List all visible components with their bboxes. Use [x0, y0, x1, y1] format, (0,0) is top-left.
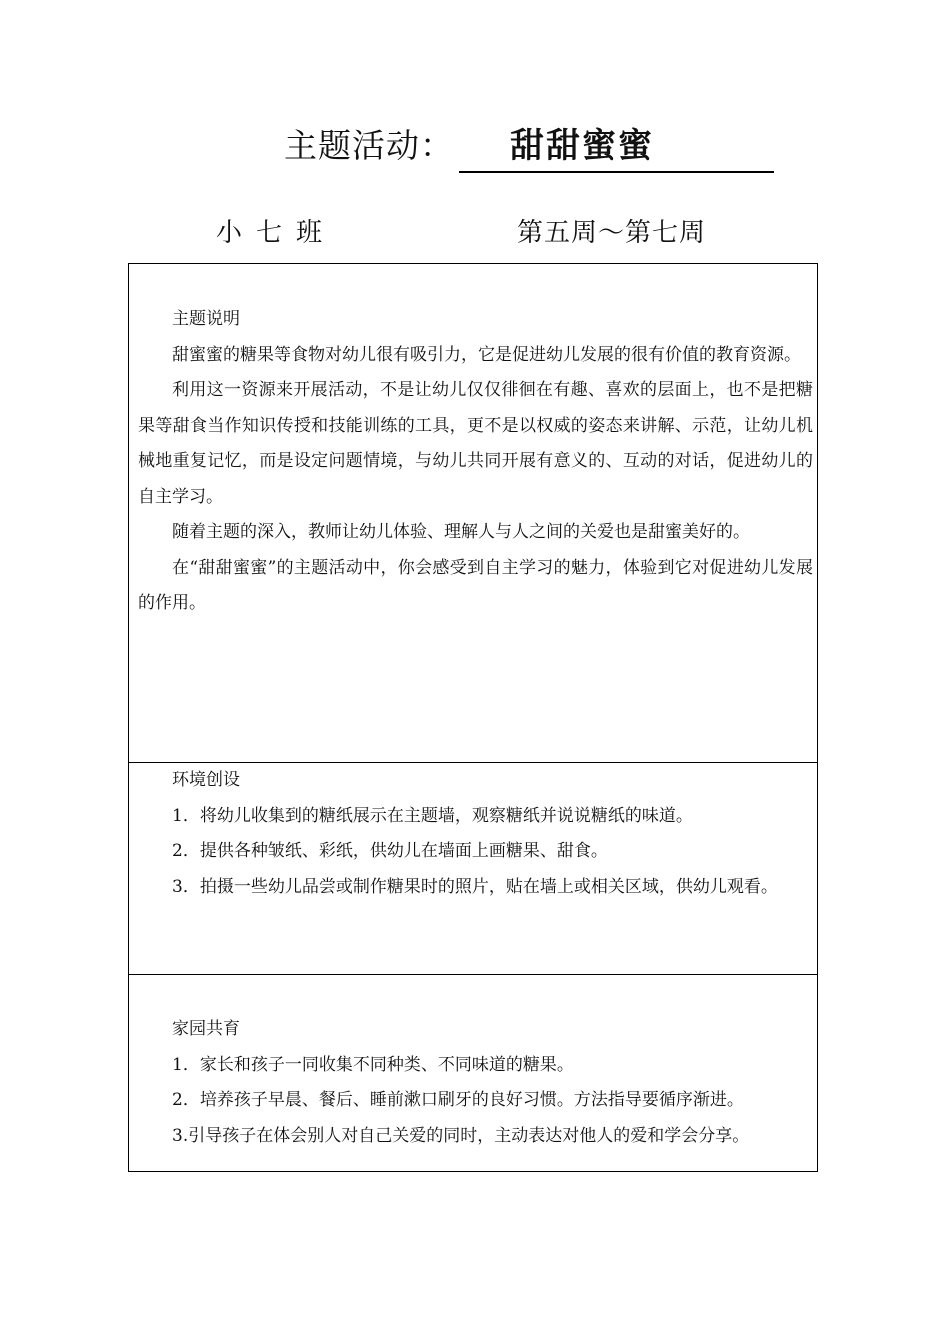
paragraph: 利用这一资源来开展活动，不是让幼儿仅仅徘徊在有趣、喜欢的层面上，也不是把糖果等甜食当作知识传授和技能训练的工具，更不是以权威的姿态来讲解、示范，让幼儿机械地重复记忆，而是设定问题情境，与幼儿共同开展有意义的、互动的对话，促进幼儿的自主学习。: [138, 380, 813, 507]
paragraph: 甜蜜蜜的糖果等食物对幼儿很有吸引力，它是促进幼儿发展的很有价值的教育资源。: [172, 344, 801, 365]
section-heading: 主题说明: [172, 309, 240, 329]
class-name: 小七班: [216, 218, 337, 248]
list-item: 1．将幼儿收集到的糖纸展示在主题墙，观察糖纸并说说糖纸的味道。: [172, 805, 693, 826]
list-item: 3．拍摄一些幼儿品尝或制作糖果时的照片，贴在墙上或相关区域，供幼儿观看。: [172, 876, 778, 897]
list-item: 1．家长和孩子一同收集不同种类、不同味道的糖果。: [172, 1054, 574, 1075]
title-label: 主题活动：: [284, 126, 454, 165]
paragraph: 在“甜甜蜜蜜”的主题活动中，你会感受到自主学习的魅力，体验到它对促进幼儿发展的作用。: [138, 557, 813, 613]
title-underline: [459, 171, 774, 173]
list-item: 2．培养孩子早晨、餐后、睡前漱口刷牙的良好习惯。方法指导要循序渐进。: [172, 1090, 744, 1110]
week-range: 第五周～第七周: [517, 218, 707, 248]
list-item: 3.引导孩子在体会别人对自己关爱的同时，主动表达对他人的爱和学会分享。: [172, 1125, 750, 1146]
environment-section: [129, 762, 817, 905]
theme-description-section: [129, 302, 817, 622]
section-heading: 家园共育: [172, 1019, 240, 1039]
home-school-section: [129, 974, 817, 1154]
section-heading: 环境创设: [172, 770, 240, 790]
paragraph: 随着主题的深入，教师让幼儿体验、理解人与人之间的关爱也是甜蜜美好的。: [172, 522, 750, 542]
title-row: [0, 112, 950, 174]
list-item: 2．提供各种皱纸、彩纸，供幼儿在墙面上画糖果、甜食。: [172, 841, 608, 861]
theme-title: 甜甜蜜蜜: [510, 126, 654, 166]
content-table: [128, 263, 818, 1172]
